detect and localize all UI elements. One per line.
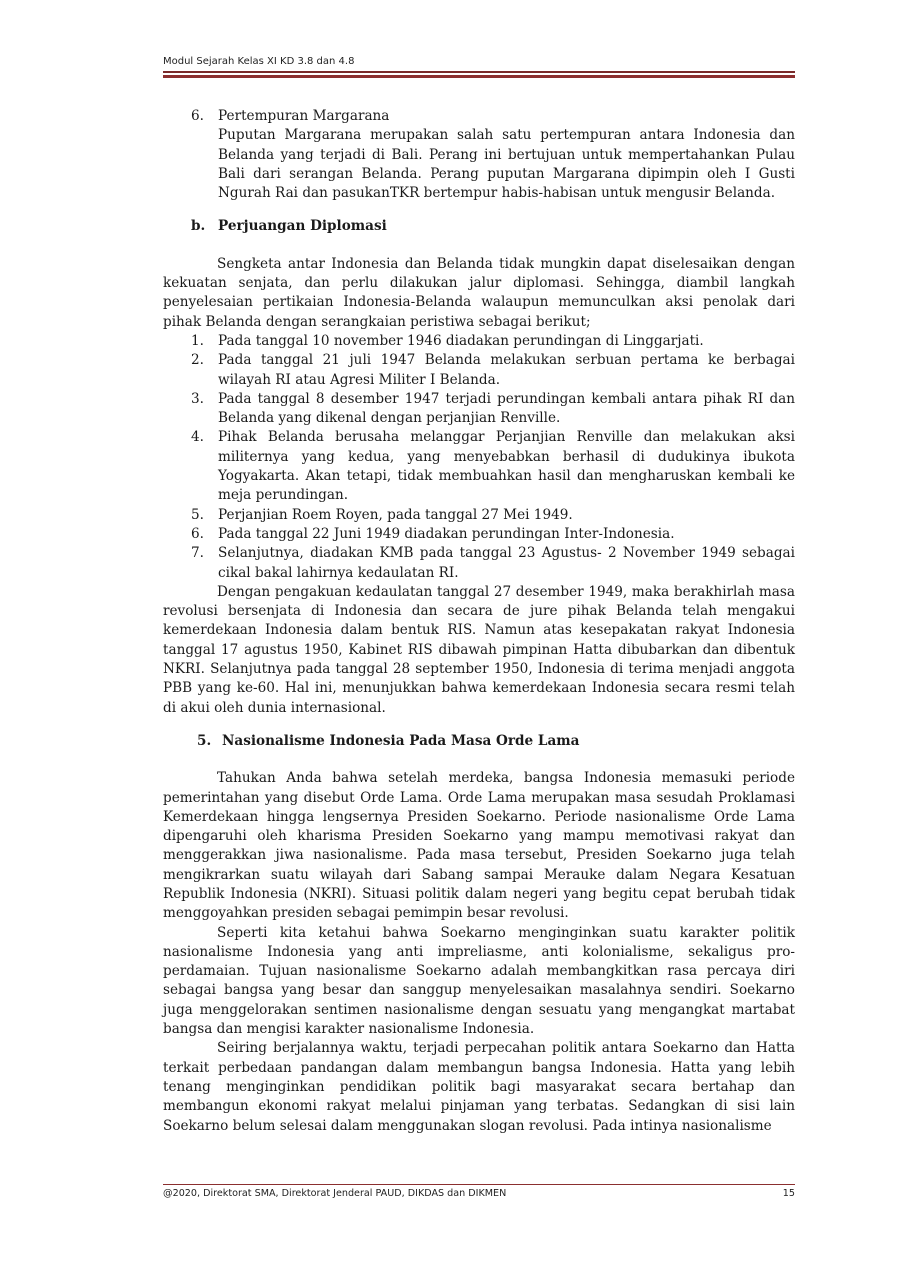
paragraph: Dengan pengakuan kedaulatan tanggal 27 desember 1949, maka berakhirlah masa revolusi bersenjata di Indonesia dan secara de jure pihak Belanda telah mengakui kemerdekaan Indonesia dalam bentuk RIS. Namun atas kesepakatan rakyat Indonesia tanggal 17 agustus 1950, Kabinet RIS dibawah pimpinan Hatta dibubarkan dan dibentuk NKRI. Selanjutnya pada tanggal 28 september 1950, Indonesia di terima menjadi anggota PBB yang ke-60. Hal ini, menunjukkan bahwa kemerdekaan Indonesia secara resmi telah di akui oleh dunia internasional.	[163, 583, 795, 716]
list-item-text: Puputan Margarana merupakan salah satu pertempuran antara Indonesia dan Belanda yang terjadi di Bali. Perang ini bertujuan untuk mempertahankan Pulau Bali dari serangan Belanda. Perang puputan Margarana dipimpin oleh I Gusti Ngurah Rai dan pasukanTKR bertempur habis-habisan untuk mengusir Belanda.	[218, 127, 795, 202]
list-item	[163, 332, 795, 351]
list-item	[163, 390, 795, 429]
section-heading-diplomasi	[163, 217, 795, 236]
list-item	[163, 544, 795, 583]
section-heading-orde-lama	[163, 732, 795, 751]
list-item	[163, 506, 795, 525]
page-number: 15	[782, 1188, 795, 1199]
list-item	[163, 428, 795, 505]
section-title: Perjuangan Diplomasi	[218, 218, 387, 235]
section-label: b.	[191, 218, 206, 235]
list-number: 3.	[191, 390, 204, 407]
diplomasi-list	[163, 332, 795, 583]
list-number: 1.	[191, 332, 204, 349]
list-item-text: Pada tanggal 22 Juni 1949 diadakan perundingan Inter-Indonesia.	[218, 525, 675, 542]
paragraph: Tahukan Anda bahwa setelah merdeka, bangsa Indonesia memasuki periode pemerintahan yang disebut Orde Lama. Orde Lama merupakan masa sesudah Proklamasi Kemerdekaan hingga lengsernya Presiden Soekarno. Periode nasionalisme Orde Lama dipengaruhi oleh kharisma Presiden Soekarno yang mampu memotivasi rakyat dan menggerakkan jiwa nasionalisme. Pada masa tersebut, Presiden Soekarno juga telah mengikrarkan suatu wilayah dari Sabang sampai Merauke dalam Negara Kesatuan Republik Indonesia (NKRI). Situasi politik dalam negeri yang begitu cepat berubah tidak menggoyahkan presiden sebagai pemimpin besar revolusi.	[163, 770, 795, 922]
list-item-margarana	[163, 107, 795, 203]
list-item-text: Pada tanggal 8 desember 1947 terjadi perundingan kembali antara pihak RI dan Belanda yang dikenal dengan perjanjian Renville.	[218, 390, 795, 427]
list-item	[163, 525, 795, 544]
list-number: 6.	[191, 108, 204, 124]
running-header: Modul Sejarah Kelas XI KD 3.8 dan 4.8	[163, 56, 355, 67]
section-label: 5.	[197, 732, 212, 749]
list-item-text: Pada tanggal 21 juli 1947 Belanda melakukan serbuan pertama ke berbagai wilayah RI atau Agresi Militer I Belanda.	[218, 352, 795, 388]
paragraph: Seperti kita ketahui bahwa Soekarno menginginkan suatu karakter politik nasionalisme Indonesia yang anti impreliasme, anti kolonialisme, sekaligus pro-perdamaian. Tujuan nasionalisme Soekarno adalah membangkitkan rasa percaya diri sebagai bangsa yang besar dan sanggup menyelesaikan masalahnya sendiri. Soekarno juga menggelorakan sentimen nasionalisme dengan sesuatu yang mengangkat martabat bangsa dan mengisi karakter nasionalisme Indonesia.	[163, 924, 795, 1038]
paragraph: Seiring berjalannya waktu, terjadi perpecahan politik antara Soekarno dan Hatta terkait perbedaan pandangan dalam membangun bangsa Indonesia. Hatta yang lebih tenang menginginkan pendidikan politik bagi masyarakat secara bertahap dan membangun ekonomi rakyat melalui pinjaman yang terbatas. Sedangkan di sisi lain Soekarno belum selesai dalam menggunakan slogan revolusi. Pada intinya nasionalisme	[163, 1040, 795, 1134]
header-rule-thin	[163, 71, 795, 73]
header-rule-thick	[163, 75, 795, 78]
footer-credit: @2020, Direktorat SMA, Direktorat Jenderal PAUD, DIKDAS dan DIKMEN	[163, 1188, 507, 1199]
list-number: 2.	[191, 352, 204, 369]
list-item-text: Pada tanggal 10 november 1946 diadakan perundingan di Linggarjati.	[218, 332, 704, 349]
list-number: 6.	[191, 525, 204, 542]
list-number: 5.	[191, 506, 204, 523]
list-number: 7.	[191, 545, 204, 562]
section-title: Nasionalisme Indonesia Pada Masa Orde Lama	[222, 732, 580, 749]
list-item-text: Perjanjian Roem Royen, pada tanggal 27 Mei 1949.	[218, 506, 573, 523]
list-number: 4.	[191, 429, 204, 446]
list-item-title: Pertempuran Margarana	[218, 108, 390, 124]
page-footer	[163, 1188, 795, 1199]
list-item-text: Pihak Belanda berusaha melanggar Perjanjian Renville dan melakukan aksi militernya yang kedua, yang menyebabkan berhasil di dudukinya ibukota Yogyakarta. Akan tetapi, tidak membuahkan hasil dan mengharuskan kembali ke meja perundingan.	[218, 429, 795, 504]
paragraph: Sengketa antar Indonesia dan Belanda tidak mungkin dapat diselesaikan dengan kekuatan senjata, dan perlu dilakukan jalur diplomasi. Sehingga, diambil langkah penyelesaian pertikaian Indonesia-Belanda walaupun memunculkan aksi penolak dari pihak Belanda dengan serangkaian peristiwa sebagai berikut;	[163, 255, 795, 330]
page-content	[163, 107, 795, 1136]
list-item	[163, 351, 795, 390]
footer-rule	[163, 1184, 795, 1185]
list-item-text: Selanjutnya, diadakan KMB pada tanggal 23 Agustus- 2 November 1949 sebagai cikal bakal lahirnya kedaulatan RI.	[218, 545, 795, 581]
